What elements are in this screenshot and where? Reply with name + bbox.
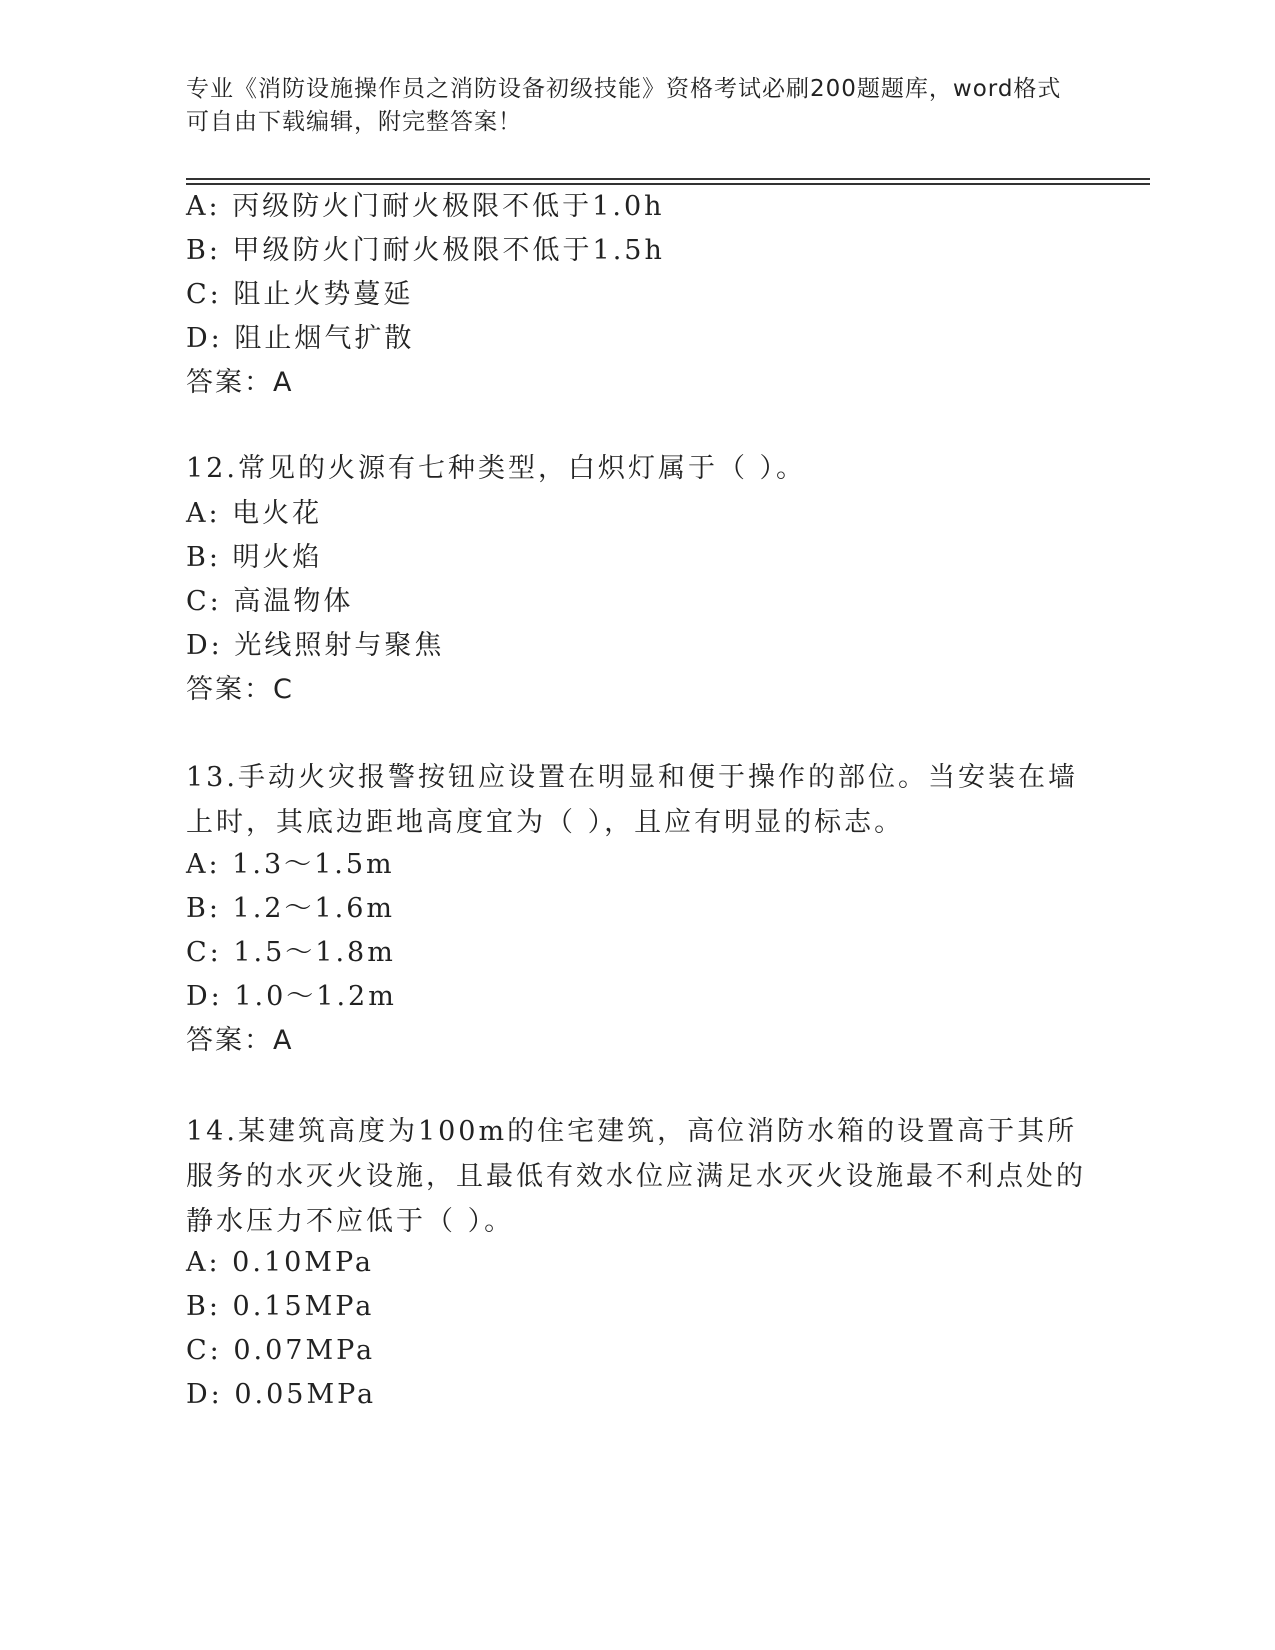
q13-option-d: D: 1.0～1.2m — [186, 981, 397, 1012]
q13-option-a: A: 1.3～1.5m — [186, 849, 395, 880]
q11-option-b: B: 甲级防火门耐火极限不低于1.5h — [186, 235, 665, 266]
q12-answer: 答案：C — [186, 674, 294, 705]
q11-option-d: D: 阻止烟气扩散 — [186, 323, 415, 354]
q13-answer: 答案：A — [186, 1025, 294, 1056]
q12-question: 12.常见的火源有七种类型，白炽灯属于（ ）。 — [186, 453, 807, 484]
q12-option-a: A: 电火花 — [186, 498, 323, 529]
q12-option-d: D: 光线照射与聚焦 — [186, 630, 445, 661]
q14-option-c: C: 0.07MPa — [186, 1335, 376, 1366]
q11-option-a: A: 丙级防火门耐火极限不低于1.0h — [186, 191, 665, 222]
q11-answer: 答案：A — [186, 367, 294, 398]
q14-option-a: A: 0.10MPa — [186, 1247, 374, 1278]
q12-option-c: C: 高温物体 — [186, 586, 354, 617]
q14-question: 14.某建筑高度为100m的住宅建筑，高位消防水箱的设置高于其所服务的水灭火设施，且最低有效水位应满足水灭火设施最不利点处的静水压力不应低于（ ）。 — [186, 1116, 1086, 1237]
q11-option-c: C: 阻止火势蔓延 — [186, 279, 414, 310]
q14-option-d: D: 0.05MPa — [186, 1379, 377, 1410]
q13-option-c: C: 1.5～1.8m — [186, 937, 396, 968]
q12-option-b: B: 明火焰 — [186, 542, 323, 573]
q13-question: 13.手动火灾报警按钮应设置在明显和便于操作的部位。当安装在墙上时，其底边距地高度宜为（ ），且应有明显的标志。 — [186, 762, 1078, 838]
document-header: 专业《消防设施操作员之消防设备初级技能》资格考试必刷200题题库，word格式可自由下载编辑，附完整答案！ — [186, 76, 1062, 135]
q13-option-b: B: 1.2～1.6m — [186, 893, 396, 924]
header-rule-top — [186, 178, 1150, 180]
q14-option-b: B: 0.15MPa — [186, 1291, 375, 1322]
header-rule-bottom — [186, 183, 1150, 185]
